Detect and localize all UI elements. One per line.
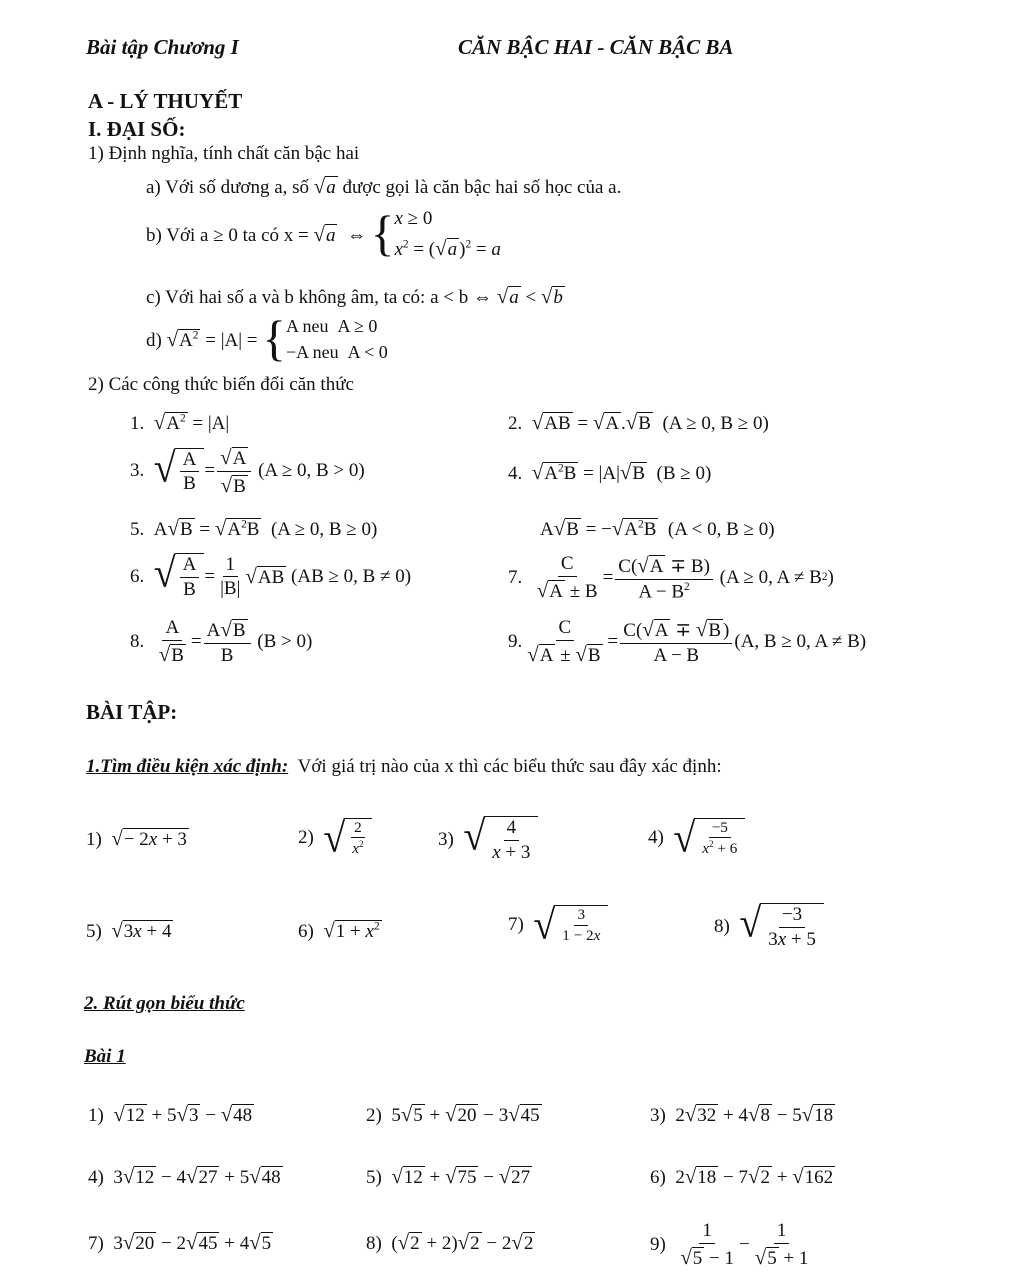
bai1-item-6: 6) 2√18 − 7√2 + √162: [650, 1164, 834, 1188]
exercise-1-title: 1.Tìm điều kiện xác định:: [86, 756, 289, 777]
exercises-title: BÀI TẬP:: [86, 700, 178, 724]
exercise-1-description: Với giá trị nào của x thì các biểu thức sau đây xác định:: [297, 756, 722, 777]
ex1-item-2: 2) √ 2 $x^2$: [298, 818, 372, 858]
formula-5b: $A√B = -√A^2B$ (A < 0, B ≥ 0): [540, 516, 775, 540]
ex1-item-7: 7) √ 3 1 − 2x: [508, 905, 608, 945]
bai1-item-2: 2) 5√5 + √20 − 3√45: [366, 1102, 540, 1126]
formula-5: 5. $A√B = √A^2B$ (A ≥ 0, B ≥ 0): [130, 516, 378, 540]
formula-3: 3. √ A B = √A √B (A ≥ 0, B > 0): [130, 443, 365, 497]
bai-1-title: Bài 1: [84, 1046, 126, 1067]
exercise-2-title: 2. Rút gọn biểu thức: [84, 993, 245, 1014]
ex1-item-4: 4) √ −5 $x^2 + 6$: [648, 818, 745, 858]
section-i-title: I. ĐẠI SỐ:: [88, 117, 186, 141]
formula-4: 4. $√A^2B = |A|√B$ (B ≥ 0): [508, 460, 712, 484]
header-left: Bài tập Chương I: [86, 35, 239, 59]
bai1-item-8: 8) (√2 + 2)√2 − 2√2: [366, 1230, 534, 1254]
bai1-item-7: 7) 3√20 − 2√45 + 4√5: [88, 1230, 272, 1254]
formula-2: 2. √AB = √A .√B (A ≥ 0, B ≥ 0): [508, 410, 769, 434]
formula-1: 1. $√A^2 = |A|$: [130, 410, 230, 434]
definition-a: a) Với số dương a, số √a được gọi là căn bậc hai số học của a.: [146, 174, 622, 198]
ex1-item-1: 1) √− 2x + 3: [86, 826, 187, 850]
formula-6: 6. √ A B = 1 |B| √AB (AB ≥ 0, B ≠ 0): [130, 548, 412, 600]
ex1-item-8: 8) √ −3 3x + 5: [714, 903, 824, 951]
topic-2-title: 2) Các công thức biến đổi căn thức: [88, 374, 354, 395]
bai1-item-9: 9) 1 √5 − 1 − 1 √5 + 1: [650, 1220, 809, 1269]
bai1-item-5: 5) √12 + √75 − √27: [366, 1164, 531, 1188]
section-a-title: A - LÝ THUYẾT: [88, 89, 243, 113]
formula-7: 7. C √A ± B = C(√A ∓ B) $A - B^2$ (A ≥ 0, A ≠ B 2 ): [508, 553, 834, 603]
topic-1-title: 1) Định nghĩa, tính chất căn bậc hai: [88, 143, 360, 164]
bai1-item-1: 1) √12 + 5√3 − √48: [88, 1102, 253, 1126]
ex1-item-5: 5) √3x + 4: [86, 918, 172, 942]
definition-b: b) Với a ≥ 0 ta có x = √a ⇔ { x ≥ 0 $x^2 = (√a$ )$^2$ = a: [146, 206, 501, 262]
exercise-1-heading: [86, 756, 722, 778]
bai1-item-4: 4) 3√12 − 4√27 + 5√48: [88, 1164, 281, 1188]
formula-9: 9. C √A ± √B = C(√A ∓ √B ) A − B (A, B ≥ 0, A ≠ B): [508, 617, 867, 666]
header-right: CĂN BẬC HAI - CĂN BẬC BA: [458, 35, 734, 59]
definition-c: c) Với hai số a và b không âm, ta có: a < b ⇔ √a < √b: [146, 284, 563, 308]
ex1-item-6: 6) $√1 + x^2$: [298, 918, 380, 942]
ex1-item-3: 3) √ 4 x + 3: [438, 816, 538, 864]
definition-d: d) $√A^2 = |A|$ = { A neu A ≥ 0 −A neu A < 0: [146, 311, 388, 367]
bai1-item-3: 3) 2√32 + 4√8 − 5√18: [650, 1102, 834, 1126]
formula-8: 8. A √B = A√B B (B > 0): [130, 617, 313, 666]
